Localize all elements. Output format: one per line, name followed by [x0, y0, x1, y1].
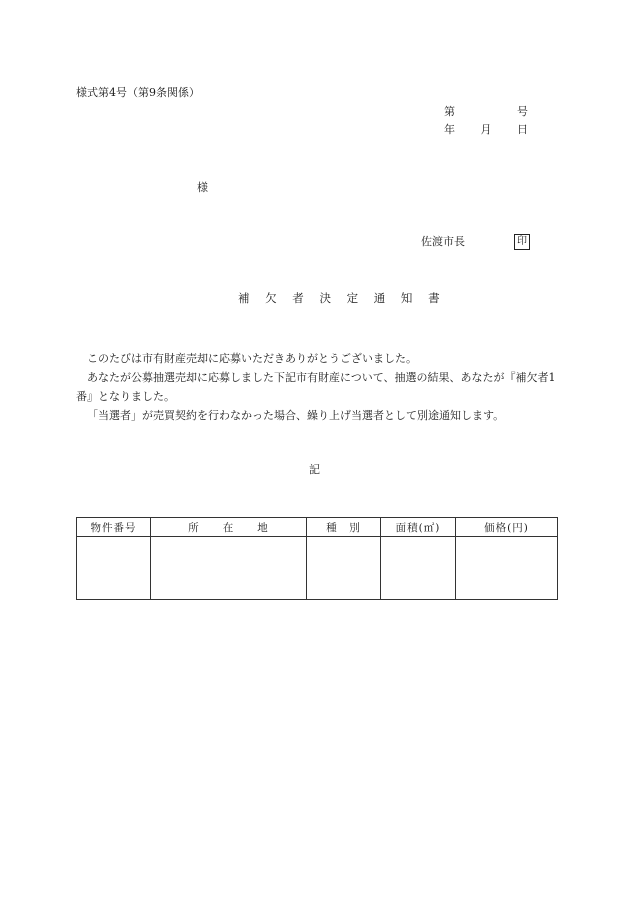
- body-text: [76, 349, 556, 425]
- body-paragraph-2: あなたが公募抽選売却に応募しました下記市有財産について、抽選の結果、あなたが『補欠者1番』となりました。: [76, 371, 556, 403]
- ki-mark: 記: [309, 463, 320, 476]
- addressee-honorific: 様: [197, 181, 208, 194]
- document-number-prefix: 第: [444, 105, 455, 118]
- header-price: 価格(円): [456, 518, 558, 537]
- date-year: 年: [444, 123, 455, 136]
- date-month: 月: [480, 123, 492, 136]
- document-number-suffix: 号: [517, 105, 528, 118]
- body-paragraph-1: このたびは市有財産売却に応募いただきありがとうございました。: [87, 352, 417, 365]
- document-title: 補 欠 者 決 定 通 知 書: [238, 291, 446, 305]
- header-area: 面積(㎡): [381, 518, 456, 537]
- date-line: [444, 124, 528, 135]
- table-row: [77, 537, 558, 600]
- cell-area: [381, 537, 456, 600]
- form-number: 様式第4号（第9条関係）: [76, 86, 200, 99]
- seal-stamp: 印: [514, 234, 530, 250]
- property-table: [76, 517, 558, 600]
- cell-price: [456, 537, 558, 600]
- date-day: 日: [517, 123, 528, 136]
- body-paragraph-3: 「当選者」が売買契約を行わなかった場合、繰り上げ当選者として別途通知します。: [87, 409, 505, 422]
- cell-property-number: [77, 537, 151, 600]
- cell-location: [151, 537, 307, 600]
- header-property-number: 物件番号: [77, 518, 151, 537]
- sender-name: 佐渡市長: [421, 235, 465, 248]
- cell-type: [307, 537, 381, 600]
- header-location: 所 在 地: [151, 518, 307, 537]
- header-type: 種 別: [307, 518, 381, 537]
- document-number-line: [444, 106, 528, 117]
- table-header-row: [77, 518, 558, 537]
